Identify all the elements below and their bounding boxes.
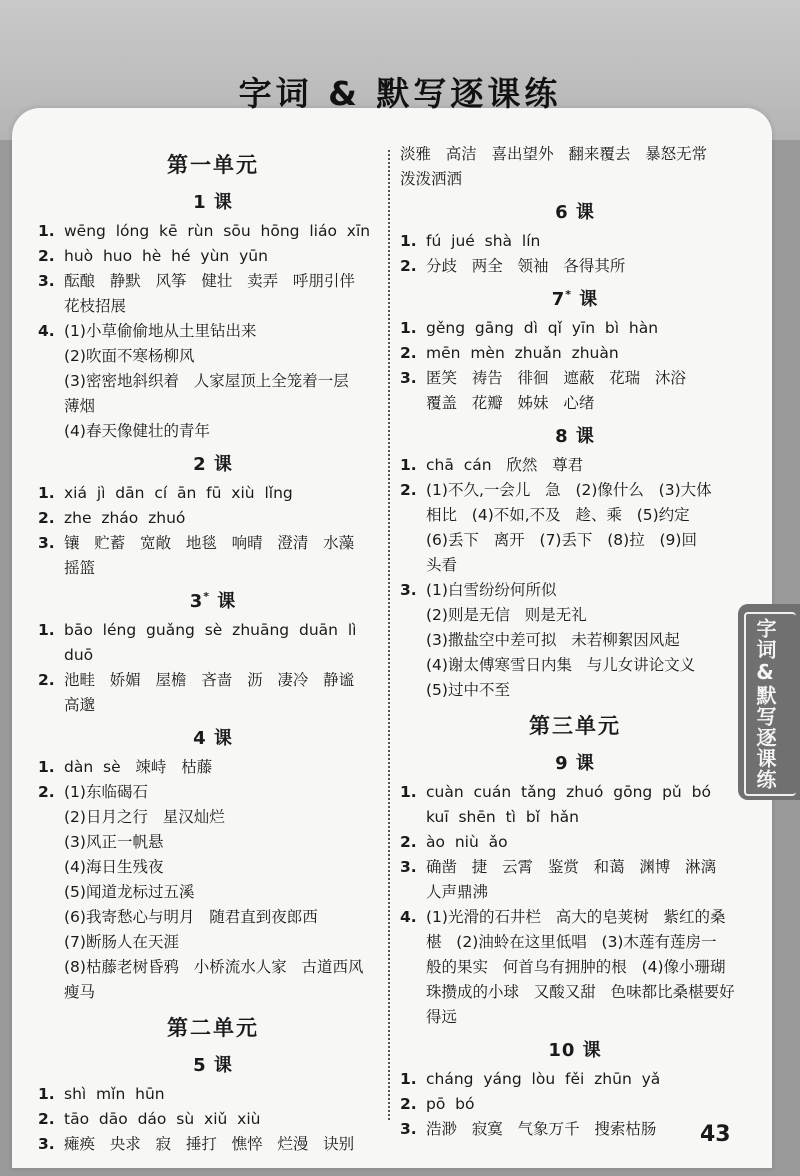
- lesson-label: 课: [213, 192, 233, 213]
- lesson-number: 3: [189, 591, 204, 612]
- item-text: bāo léng guǎng sè zhuāng duān lì duō: [64, 621, 357, 664]
- item-text: tāo dāo dáo sù xiǔ xiù: [64, 1110, 261, 1128]
- lesson-label: 课: [213, 728, 233, 749]
- left-column: [38, 142, 388, 1157]
- side-tab: [738, 604, 800, 800]
- page-title: 字词 & 默写逐课练: [238, 74, 562, 113]
- item-text: 匿笑 祷告 徘徊 遮蔽 花瑞 沐浴 覆盖 花瓣 姊妹 心绪: [426, 369, 686, 412]
- answer-subitem: (5)闻道龙标过五溪: [64, 883, 195, 901]
- item-text: huò huo hè hé yùn yūn: [64, 247, 268, 265]
- lesson-number: 8: [555, 426, 569, 447]
- lesson-number: 2: [193, 454, 207, 475]
- answer-item: [400, 1092, 750, 1117]
- answer-item: [38, 1082, 388, 1107]
- unit-heading: 第二单元: [167, 1015, 259, 1040]
- right-column: [400, 142, 750, 1142]
- answer-item: [38, 219, 388, 244]
- item-number: 1.: [400, 783, 417, 801]
- answer-subitem: (3)风正一帆悬: [64, 833, 164, 851]
- lesson-label: 课: [579, 289, 599, 310]
- answer-subitem: (4)海日生残夜: [64, 858, 164, 876]
- item-number: 1.: [38, 758, 55, 776]
- lesson-heading: [38, 444, 388, 481]
- item-text: shì mǐn hūn: [64, 1085, 165, 1103]
- answer-subitem: (6)我寄愁心与明月 随君直到夜郎西: [64, 908, 318, 926]
- lesson-heading: [38, 1045, 388, 1082]
- answer-subitem: (3)撒盐空中差可拟 未若柳絮因风起: [426, 631, 680, 649]
- unit-heading: 第一单元: [167, 152, 259, 177]
- item-text: gěng gāng dì qǐ yīn bì hàn: [426, 319, 659, 337]
- lesson-number: 4: [193, 728, 207, 749]
- item-text: dàn sè 竦峙 枯藤: [64, 758, 213, 776]
- answer-subitem: (4)谢太傅寒雪日内集 与儿女讲论文义: [426, 656, 696, 674]
- answer-item: [38, 1132, 388, 1157]
- lesson-star: *: [565, 288, 572, 301]
- answer-item: [38, 531, 388, 581]
- lesson-heading: [400, 279, 750, 316]
- lesson-number: 1: [193, 192, 207, 213]
- item-number: 2.: [400, 344, 417, 362]
- answer-subitem: (8)枯藤老树昏鸦 小桥流水人家 古道西风 瘦马: [64, 958, 364, 1001]
- item-number: 3.: [400, 369, 417, 387]
- item-number: 2.: [38, 1110, 55, 1128]
- unit-heading: 第三单元: [529, 713, 621, 738]
- answer-item: [38, 244, 388, 269]
- item-text: pō bó: [426, 1095, 475, 1113]
- answer-item: [400, 1067, 750, 1092]
- item-number: 3.: [38, 1135, 55, 1153]
- lesson-label: 课: [213, 1055, 233, 1076]
- lesson-heading: [38, 182, 388, 219]
- answer-item: [38, 319, 388, 344]
- item-text: 池畦 娇媚 屋檐 吝啬 沥 凄冷 静谧 高邈: [64, 671, 355, 714]
- item-text: cuàn cuán tǎng zhuó gōng pǔ bó kuī shēn tì bǐ hǎn: [426, 783, 711, 826]
- item-number: 2.: [400, 833, 417, 851]
- item-number: 1.: [400, 456, 417, 474]
- answer-item: [38, 1107, 388, 1132]
- answer-item: [38, 755, 388, 780]
- item-number: 2.: [38, 783, 55, 801]
- item-text: xiá jì dān cí ān fū xiù lǐng: [64, 484, 293, 502]
- answer-item: [400, 578, 750, 603]
- item-number: 1.: [400, 319, 417, 337]
- lesson-heading: [400, 1030, 750, 1067]
- answer-item: [400, 229, 750, 254]
- item-number: 2.: [38, 247, 55, 265]
- answer-subitem: (7)断肠人在天涯: [64, 933, 179, 951]
- lesson-label: 课: [582, 1040, 602, 1061]
- lesson-heading: [400, 416, 750, 453]
- answer-subitem: (4)春天像健壮的青年: [64, 422, 210, 440]
- answer-item: [400, 316, 750, 341]
- item-number: 1.: [38, 484, 55, 502]
- item-number: 1.: [38, 222, 55, 240]
- lesson-star: *: [203, 590, 210, 603]
- item-number: 4.: [38, 322, 55, 340]
- item-text: 酝酿 静默 风筝 健壮 卖弄 呼朋引伴 花枝招展: [64, 272, 355, 315]
- item-text: ào niù ǎo: [426, 833, 508, 851]
- item-number: 3.: [400, 858, 417, 876]
- item-text: wēng lóng kē rùn sōu hōng liáo xīn: [64, 222, 371, 240]
- item-text: fú jué shà lín: [426, 232, 541, 250]
- answer-item: [400, 905, 750, 1030]
- item-text: 镶 贮蓄 宽敞 地毯 响晴 澄清 水藻 摇篮: [64, 534, 355, 577]
- item-number: 3.: [400, 581, 417, 599]
- item-text: cháng yáng lòu fěi zhūn yǎ: [426, 1070, 661, 1088]
- answer-item: [38, 668, 388, 718]
- item-number: 2.: [38, 509, 55, 527]
- item-text: (1)东临碣石: [64, 783, 148, 801]
- answer-item: [400, 341, 750, 366]
- lesson-label: 课: [575, 426, 595, 447]
- lesson-number: 5: [193, 1055, 207, 1076]
- answer-item: [400, 478, 750, 578]
- answer-item: [38, 269, 388, 319]
- item-number: 1.: [38, 621, 55, 639]
- answer-item: [400, 1117, 750, 1142]
- item-text: (1)小草偷偷地从土里钻出来: [64, 322, 257, 340]
- answer-item: [38, 780, 388, 805]
- answer-subitem: (5)过中不至: [426, 681, 510, 699]
- answer-item: [38, 506, 388, 531]
- lesson-label: 课: [575, 202, 595, 223]
- answer-continuation: 淡雅 高洁 喜出望外 翻来覆去 暴怒无常 泼泼洒洒: [400, 145, 708, 188]
- answer-item: [38, 481, 388, 506]
- item-text: (1)白雪纷纷何所似: [426, 581, 557, 599]
- lesson-heading: [400, 192, 750, 229]
- lesson-number: 9: [555, 753, 569, 774]
- side-tab-label: 字词&默写逐课练: [753, 618, 777, 790]
- item-number: 3.: [400, 1120, 417, 1138]
- answer-item: [400, 830, 750, 855]
- answer-item: [400, 855, 750, 905]
- lesson-number: 10: [548, 1040, 576, 1061]
- answer-subitem: (3)密密地斜织着 人家屋顶上全笼着一层 薄烟: [64, 372, 349, 415]
- column-divider: [388, 150, 390, 1120]
- lesson-heading: [38, 718, 388, 755]
- item-number: 3.: [38, 534, 55, 552]
- lesson-number: 6: [555, 202, 569, 223]
- lesson-label: 课: [213, 454, 233, 475]
- answer-subitem: (2)则是无信 则是无礼: [426, 606, 587, 624]
- lesson-heading: [400, 743, 750, 780]
- item-number: 2.: [38, 671, 55, 689]
- answer-item: [400, 254, 750, 279]
- answer-subitem: (2)吹面不寒杨柳风: [64, 347, 195, 365]
- answer-subitem: (2)日月之行 星汉灿烂: [64, 808, 225, 826]
- page-number: 43: [700, 1122, 731, 1147]
- lesson-label: 课: [217, 591, 237, 612]
- item-text: 确凿 捷 云霄 鉴赏 和蔼 渊博 淋漓 人声鼎沸: [426, 858, 717, 901]
- answer-item: [400, 453, 750, 478]
- item-text: 分歧 两全 领袖 各得其所: [426, 257, 626, 275]
- item-number: 3.: [38, 272, 55, 290]
- answer-item: [400, 780, 750, 830]
- item-number: 2.: [400, 257, 417, 275]
- item-number: 1.: [400, 1070, 417, 1088]
- lesson-heading: [38, 581, 388, 618]
- answer-item: [400, 366, 750, 416]
- lesson-label: 课: [575, 753, 595, 774]
- item-text: 浩渺 寂寞 气象万千 搜索枯肠: [426, 1120, 657, 1138]
- item-text: zhe zháo zhuó: [64, 509, 186, 527]
- item-text: 瘫痪 央求 寂 捶打 憔悴 烂漫 诀别: [64, 1135, 355, 1153]
- item-number: 2.: [400, 1095, 417, 1113]
- item-number: 1.: [400, 232, 417, 250]
- item-text: (1)光滑的石井栏 高大的皂荚树 紫红的桑 椹 (2)油蛉在这里低唱 (3)木莲有莲房一 般的果实 何首乌有拥肿的根 (4)像小珊瑚 珠攒成的小球 又酸又甜 色味都比桑椹要好 得远: [426, 908, 735, 1026]
- item-number: 1.: [38, 1085, 55, 1103]
- lesson-number: 7: [551, 289, 566, 310]
- item-number: 2.: [400, 481, 417, 499]
- item-text: (1)不久,一会儿 急 (2)像什么 (3)大体 相比 (4)不如,不及 趁、乘 (5)约定 (6)丢下 离开 (7)丢下 (8)拉 (9)回 头看: [426, 481, 712, 574]
- item-text: chā cán 欣然 尊君: [426, 456, 584, 474]
- item-text: mēn mèn zhuǎn zhuàn: [426, 344, 619, 362]
- answer-item: [38, 618, 388, 668]
- item-number: 4.: [400, 908, 417, 926]
